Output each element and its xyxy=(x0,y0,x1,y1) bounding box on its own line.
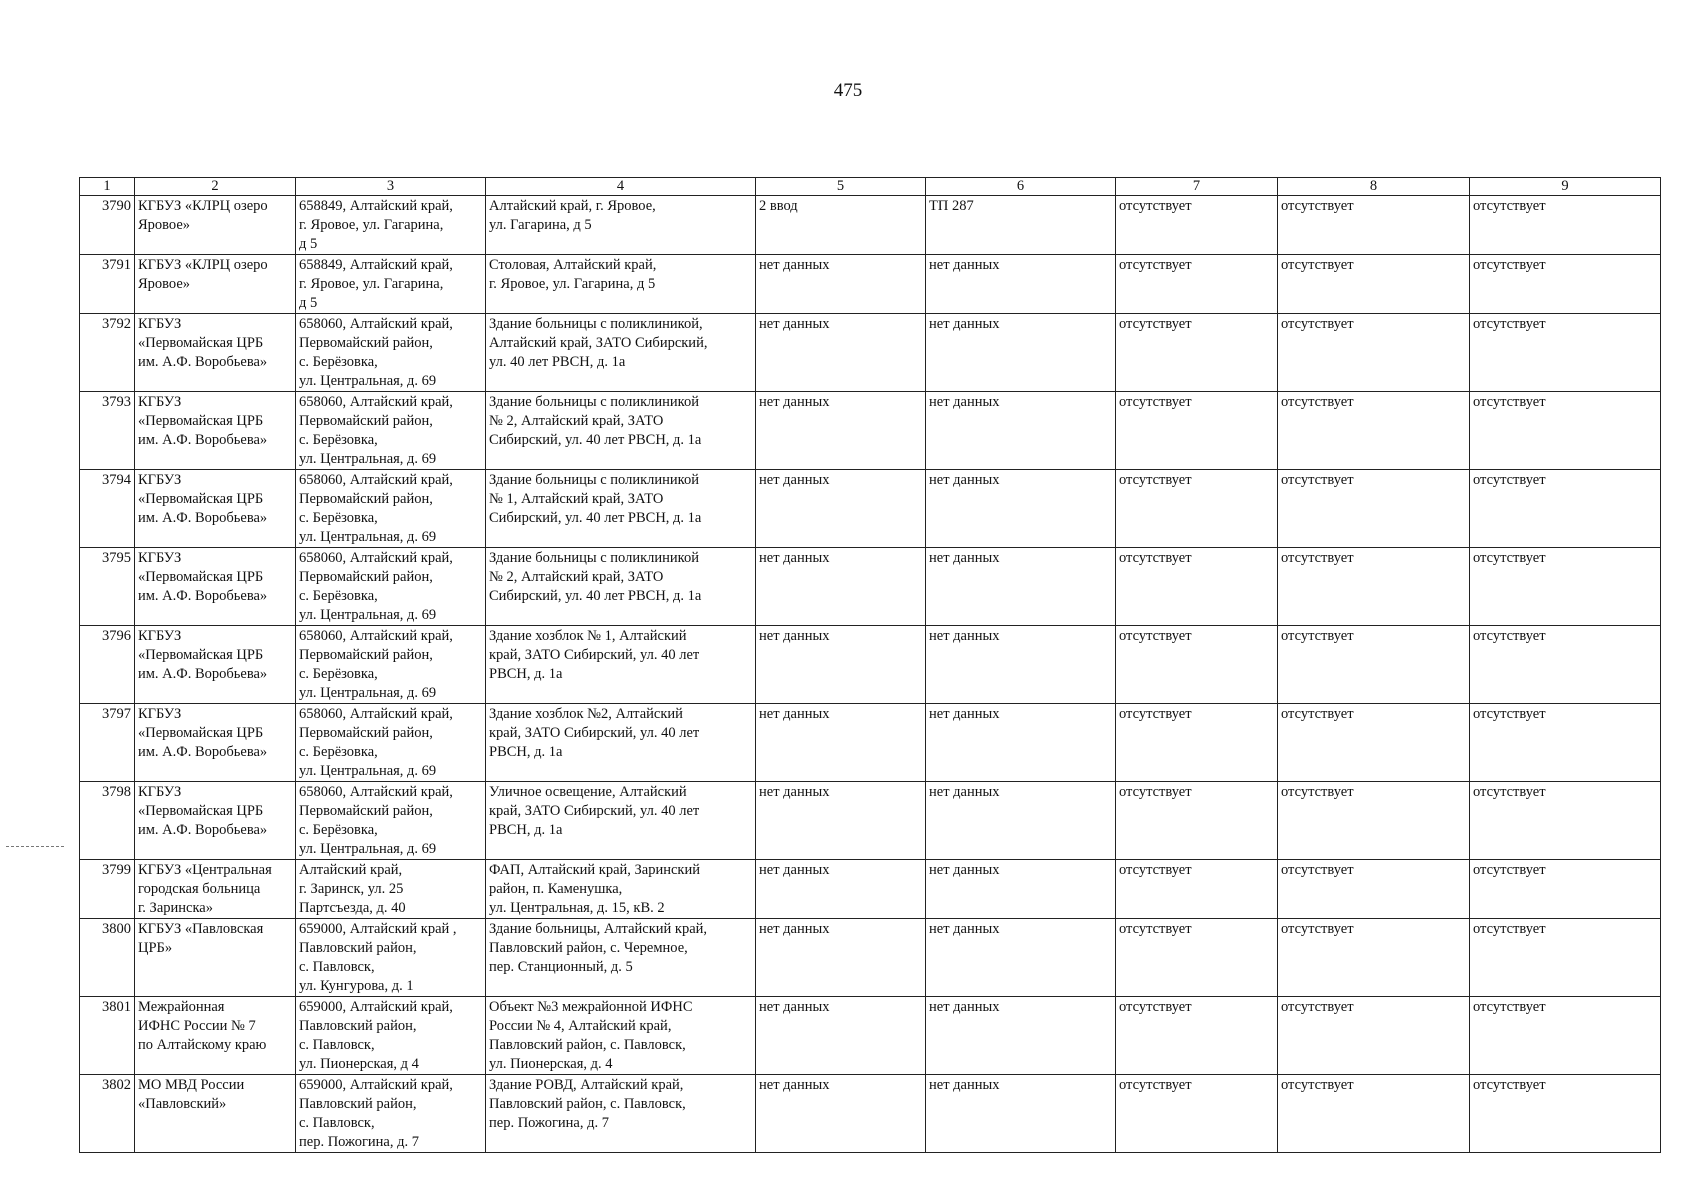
column-8-cell: отсутствует xyxy=(1278,1075,1470,1153)
column-7-cell: отсутствует xyxy=(1116,782,1278,860)
row-number-cell: 3790 xyxy=(80,196,135,255)
column-6-cell: нет данных xyxy=(926,314,1116,392)
column-9-cell: отсутствует xyxy=(1470,704,1661,782)
column-7-cell: отсутствует xyxy=(1116,1075,1278,1153)
column-header: 1 xyxy=(80,178,135,196)
object-address-cell: Здание больницы с поликлиникой, Алтайский край, ЗАТО Сибирский, ул. 40 лет РВСН, д. 1а xyxy=(486,314,756,392)
column-7-cell: отсутствует xyxy=(1116,196,1278,255)
column-header: 4 xyxy=(486,178,756,196)
column-7-cell: отсутствует xyxy=(1116,470,1278,548)
organization-address-cell: 658060, Алтайский край, Первомайский район, с. Берёзовка, ул. Центральная, д. 69 xyxy=(296,392,486,470)
column-9-cell: отсутствует xyxy=(1470,255,1661,314)
column-8-cell: отсутствует xyxy=(1278,860,1470,919)
column-9-cell: отсутствует xyxy=(1470,626,1661,704)
column-9-cell: отсутствует xyxy=(1470,548,1661,626)
table-body xyxy=(80,196,1661,1153)
column-5-cell: нет данных xyxy=(756,255,926,314)
column-9-cell: отсутствует xyxy=(1470,860,1661,919)
column-8-cell: отсутствует xyxy=(1278,255,1470,314)
organization-cell: КГБУЗ «Первомайская ЦРБ им. А.Ф. Воробьева» xyxy=(135,392,296,470)
column-6-cell: нет данных xyxy=(926,704,1116,782)
row-number-cell: 3800 xyxy=(80,919,135,997)
margin-dash-mark xyxy=(6,846,64,847)
object-address-cell: Алтайский край, г. Яровое, ул. Гагарина, д 5 xyxy=(486,196,756,255)
column-header: 8 xyxy=(1278,178,1470,196)
registry-table xyxy=(79,177,1661,1153)
row-number-cell: 3797 xyxy=(80,704,135,782)
table-row xyxy=(80,860,1661,919)
column-6-cell: нет данных xyxy=(926,997,1116,1075)
organization-address-cell: 658849, Алтайский край, г. Яровое, ул. Гагарина, д 5 xyxy=(296,196,486,255)
column-9-cell: отсутствует xyxy=(1470,782,1661,860)
column-header: 7 xyxy=(1116,178,1278,196)
object-address-cell: Столовая, Алтайский край, г. Яровое, ул. Гагарина, д 5 xyxy=(486,255,756,314)
column-9-cell: отсутствует xyxy=(1470,392,1661,470)
column-8-cell: отсутствует xyxy=(1278,919,1470,997)
column-5-cell: нет данных xyxy=(756,860,926,919)
column-header: 3 xyxy=(296,178,486,196)
row-number-cell: 3792 xyxy=(80,314,135,392)
column-6-cell: нет данных xyxy=(926,919,1116,997)
column-9-cell: отсутствует xyxy=(1470,919,1661,997)
column-5-cell: нет данных xyxy=(756,919,926,997)
table-row xyxy=(80,392,1661,470)
object-address-cell: Здание РОВД, Алтайский край, Павловский район, с. Павловск, пер. Пожогина, д. 7 xyxy=(486,1075,756,1153)
object-address-cell: Здание больницы с поликлиникой № 2, Алтайский край, ЗАТО Сибирский, ул. 40 лет РВСН, д. 1а xyxy=(486,548,756,626)
organization-address-cell: 658849, Алтайский край, г. Яровое, ул. Гагарина, д 5 xyxy=(296,255,486,314)
column-6-cell: ТП 287 xyxy=(926,196,1116,255)
column-header: 9 xyxy=(1470,178,1661,196)
table-row xyxy=(80,255,1661,314)
column-number-row xyxy=(80,178,1661,196)
row-number-cell: 3793 xyxy=(80,392,135,470)
table-row xyxy=(80,704,1661,782)
table-row xyxy=(80,314,1661,392)
organization-address-cell: 658060, Алтайский край, Первомайский район, с. Берёзовка, ул. Центральная, д. 69 xyxy=(296,548,486,626)
organization-cell: КГБУЗ «Центральная городская больница г. Заринска» xyxy=(135,860,296,919)
column-8-cell: отсутствует xyxy=(1278,548,1470,626)
table-row xyxy=(80,196,1661,255)
table-row xyxy=(80,1075,1661,1153)
column-5-cell: нет данных xyxy=(756,314,926,392)
organization-cell: КГБУЗ «Первомайская ЦРБ им. А.Ф. Воробьева» xyxy=(135,548,296,626)
table-row xyxy=(80,626,1661,704)
column-7-cell: отсутствует xyxy=(1116,626,1278,704)
organization-cell: КГБУЗ «КЛРЦ озеро Яровое» xyxy=(135,196,296,255)
object-address-cell: Здание хозблок № 1, Алтайский край, ЗАТО Сибирский, ул. 40 лет РВСН, д. 1а xyxy=(486,626,756,704)
column-5-cell: нет данных xyxy=(756,626,926,704)
column-header: 2 xyxy=(135,178,296,196)
organization-address-cell: 659000, Алтайский край, Павловский район, с. Павловск, пер. Пожогина, д. 7 xyxy=(296,1075,486,1153)
organization-address-cell: 658060, Алтайский край, Первомайский район, с. Берёзовка, ул. Центральная, д. 69 xyxy=(296,314,486,392)
object-address-cell: Здание больницы с поликлиникой № 2, Алтайский край, ЗАТО Сибирский, ул. 40 лет РВСН, д. 1а xyxy=(486,392,756,470)
column-5-cell: нет данных xyxy=(756,392,926,470)
organization-address-cell: 658060, Алтайский край, Первомайский район, с. Берёзовка, ул. Центральная, д. 69 xyxy=(296,782,486,860)
column-6-cell: нет данных xyxy=(926,470,1116,548)
column-7-cell: отсутствует xyxy=(1116,548,1278,626)
table-row xyxy=(80,470,1661,548)
column-9-cell: отсутствует xyxy=(1470,314,1661,392)
column-5-cell: нет данных xyxy=(756,782,926,860)
column-6-cell: нет данных xyxy=(926,392,1116,470)
organization-cell: КГБУЗ «КЛРЦ озеро Яровое» xyxy=(135,255,296,314)
row-number-cell: 3801 xyxy=(80,997,135,1075)
object-address-cell: ФАП, Алтайский край, Заринский район, п. Каменушка, ул. Центральная, д. 15, кВ. 2 xyxy=(486,860,756,919)
column-5-cell: нет данных xyxy=(756,548,926,626)
column-5-cell: нет данных xyxy=(756,997,926,1075)
object-address-cell: Здание хозблок №2, Алтайский край, ЗАТО Сибирский, ул. 40 лет РВСН, д. 1а xyxy=(486,704,756,782)
table-row xyxy=(80,548,1661,626)
column-8-cell: отсутствует xyxy=(1278,470,1470,548)
object-address-cell: Объект №3 межрайонной ИФНС России № 4, Алтайский край, Павловский район, с. Павловск, ул. Пионерская, д. 4 xyxy=(486,997,756,1075)
organization-cell: КГБУЗ «Первомайская ЦРБ им. А.Ф. Воробьева» xyxy=(135,782,296,860)
column-header: 5 xyxy=(756,178,926,196)
column-7-cell: отсутствует xyxy=(1116,860,1278,919)
table-row xyxy=(80,919,1661,997)
organization-address-cell: 658060, Алтайский край, Первомайский район, с. Берёзовка, ул. Центральная, д. 69 xyxy=(296,470,486,548)
page-number: 475 xyxy=(833,80,863,101)
organization-address-cell: 659000, Алтайский край, Павловский район, с. Павловск, ул. Пионерская, д 4 xyxy=(296,997,486,1075)
column-7-cell: отсутствует xyxy=(1116,919,1278,997)
column-8-cell: отсутствует xyxy=(1278,782,1470,860)
row-number-cell: 3799 xyxy=(80,860,135,919)
row-number-cell: 3802 xyxy=(80,1075,135,1153)
table-row xyxy=(80,997,1661,1075)
column-9-cell: отсутствует xyxy=(1470,997,1661,1075)
organization-address-cell: 658060, Алтайский край, Первомайский район, с. Берёзовка, ул. Центральная, д. 69 xyxy=(296,626,486,704)
organization-cell: МО МВД России «Павловский» xyxy=(135,1075,296,1153)
column-8-cell: отсутствует xyxy=(1278,704,1470,782)
column-6-cell: нет данных xyxy=(926,548,1116,626)
organization-cell: КГБУЗ «Первомайская ЦРБ им. А.Ф. Воробьева» xyxy=(135,314,296,392)
column-7-cell: отсутствует xyxy=(1116,704,1278,782)
column-6-cell: нет данных xyxy=(926,860,1116,919)
column-5-cell: 2 ввод xyxy=(756,196,926,255)
organization-cell: Межрайонная ИФНС России № 7 по Алтайскому краю xyxy=(135,997,296,1075)
column-6-cell: нет данных xyxy=(926,255,1116,314)
organization-cell: КГБУЗ «Первомайская ЦРБ им. А.Ф. Воробьева» xyxy=(135,704,296,782)
organization-cell: КГБУЗ «Первомайская ЦРБ им. А.Ф. Воробьева» xyxy=(135,626,296,704)
row-number-cell: 3796 xyxy=(80,626,135,704)
column-9-cell: отсутствует xyxy=(1470,196,1661,255)
column-7-cell: отсутствует xyxy=(1116,255,1278,314)
column-6-cell: нет данных xyxy=(926,626,1116,704)
column-header: 6 xyxy=(926,178,1116,196)
row-number-cell: 3794 xyxy=(80,470,135,548)
row-number-cell: 3798 xyxy=(80,782,135,860)
column-8-cell: отсутствует xyxy=(1278,314,1470,392)
column-9-cell: отсутствует xyxy=(1470,1075,1661,1153)
table-row xyxy=(80,782,1661,860)
organization-address-cell: 658060, Алтайский край, Первомайский район, с. Берёзовка, ул. Центральная, д. 69 xyxy=(296,704,486,782)
column-8-cell: отсутствует xyxy=(1278,392,1470,470)
column-5-cell: нет данных xyxy=(756,1075,926,1153)
object-address-cell: Здание больницы с поликлиникой № 1, Алтайский край, ЗАТО Сибирский, ул. 40 лет РВСН, д. 1а xyxy=(486,470,756,548)
column-8-cell: отсутствует xyxy=(1278,196,1470,255)
organization-address-cell: Алтайский край, г. Заринск, ул. 25 Партсъезда, д. 40 xyxy=(296,860,486,919)
column-8-cell: отсутствует xyxy=(1278,626,1470,704)
column-5-cell: нет данных xyxy=(756,704,926,782)
row-number-cell: 3795 xyxy=(80,548,135,626)
column-6-cell: нет данных xyxy=(926,782,1116,860)
column-7-cell: отсутствует xyxy=(1116,997,1278,1075)
organization-cell: КГБУЗ «Павловская ЦРБ» xyxy=(135,919,296,997)
column-6-cell: нет данных xyxy=(926,1075,1116,1153)
column-9-cell: отсутствует xyxy=(1470,470,1661,548)
column-7-cell: отсутствует xyxy=(1116,392,1278,470)
column-8-cell: отсутствует xyxy=(1278,997,1470,1075)
organization-address-cell: 659000, Алтайский край , Павловский район, с. Павловск, ул. Кунгурова, д. 1 xyxy=(296,919,486,997)
column-5-cell: нет данных xyxy=(756,470,926,548)
column-7-cell: отсутствует xyxy=(1116,314,1278,392)
organization-cell: КГБУЗ «Первомайская ЦРБ им. А.Ф. Воробьева» xyxy=(135,470,296,548)
row-number-cell: 3791 xyxy=(80,255,135,314)
object-address-cell: Уличное освещение, Алтайский край, ЗАТО Сибирский, ул. 40 лет РВСН, д. 1а xyxy=(486,782,756,860)
object-address-cell: Здание больницы, Алтайский край, Павловский район, с. Черемное, пер. Станционный, д. 5 xyxy=(486,919,756,997)
